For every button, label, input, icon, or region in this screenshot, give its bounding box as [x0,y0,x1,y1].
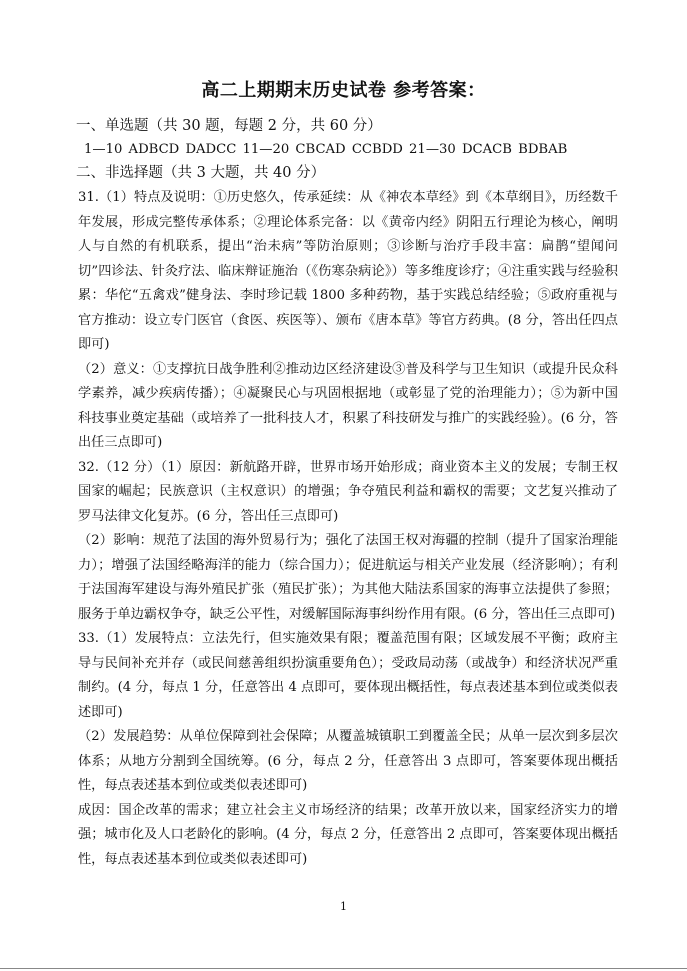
q31-part1-answer: 31.（1）特点及说明：①历史悠久，传承延续：从《神农本草经》到《本草纲目》，历经数千年发展，形成完整传承体系；②理论体系完备：以《黄帝内经》阴阳五行理论为核心，阐明人与自然的有机联系，提出“治未病”等防治原则；③诊断与治疗手段丰富：扁鹊“望闻问切”四诊法、针灸疗法、临床辩证施治（《伤寒杂病论》）等多维度诊疗；④注重实践与经验积累：华佗“五禽戏”健身法、李时珍记载 1800 多种药物，基于实践总结经验；⑤政府重视与官方推动：设立专门医官（食医、疾医等）、颁布《唐本草》等官方药典。(8 分，答出任四点即可) [78,190,618,352]
q33-part3-answer: 成因：国企改革的需求；建立社会主义市场经济的结果；改革开放以来，国家经济实力的增强；城市化及人口老龄化的影响。(4 分，每点 2 分，任意答出 2 点即可，答案要体现出概括性，每点表述基本到位或类似表述即可) [78,802,618,867]
q31-part2-answer: （2）意义：①支撑抗日战争胜利②推动边区经济建设③普及科学与卫生知识（或提升民众科学素养，减少疾病传播）；④凝聚民心与巩固根据地（或彰显了党的治理能力）；⑤为新中国科技事业奠定基础（或培养了一批科技人才，积累了科技研发与推广的实践经验）。(6 分，答出任三点即可) [78,361,618,450]
page-bottom-divider [0,968,687,969]
document-body [78,114,618,872]
section-1-heading: 一、单选题（共 30 题，每题 2 分，共 60 分） [76,118,382,134]
page-title: 高二上期期末历史试卷 参考答案： [201,80,486,101]
page-number: 1 [340,900,347,913]
q33-part2-answer: （2）发展趋势：从单位保障到社会保障；从覆盖城镇职工到覆盖全民；从单一层次到多层次体系；从地方分割到全国统筹。(6 分，每点 2 分，任意答出 3 点即可，答案要体现出概括性，每点表述基本到位或类似表述即可) [78,729,618,793]
multiple-choice-answers: 1—10 ADBCD DADCC 11—20 CBCAD CCBDD 21—30 DCACB BDBAB [84,142,568,157]
section-2-heading: 二、非选择题（共 3 大题，共 40 分） [76,165,326,181]
q32-part1-answer: 32.（12 分）（1）原因：新航路开辟，世界市场开始形成；商业资本主义的发展；专制王权国家的崛起；民族意识（主权意识）的增强；争夺殖民利益和霸权的需要；文艺复兴推动了罗马法律文化复苏。(6 分，答出任三点即可) [78,459,618,524]
q33-part1-answer: 33.（1）发展特点：立法先行，但实施效果有限；覆盖范围有限；区域发展不平衡；政府主导与民间补充并存（或民间慈善组织扮演重要角色）；受政局动荡（或战争）和经济状况严重制约。(4 分，每点 1 分，任意答出 4 点即可，要体现出概括性，每点表述基本到位或类似表述即可) [78,631,618,720]
q32-part2-answer: （2）影响：规范了法国的海外贸易行为；强化了法国王权对海疆的控制（提升了国家治理能力）；增强了法国经略海洋的能力（综合国力）；促进航运与相关产业发展（经济影响）；有利于法国海军建设与海外殖民扩张（殖民扩张）；为其他大陆法系国家的海事立法提供了参照；服务于单边霸权争夺，缺乏公平性，对缓解国际海事纠纷作用有限。(6 分，答出任三点即可) [78,533,618,622]
